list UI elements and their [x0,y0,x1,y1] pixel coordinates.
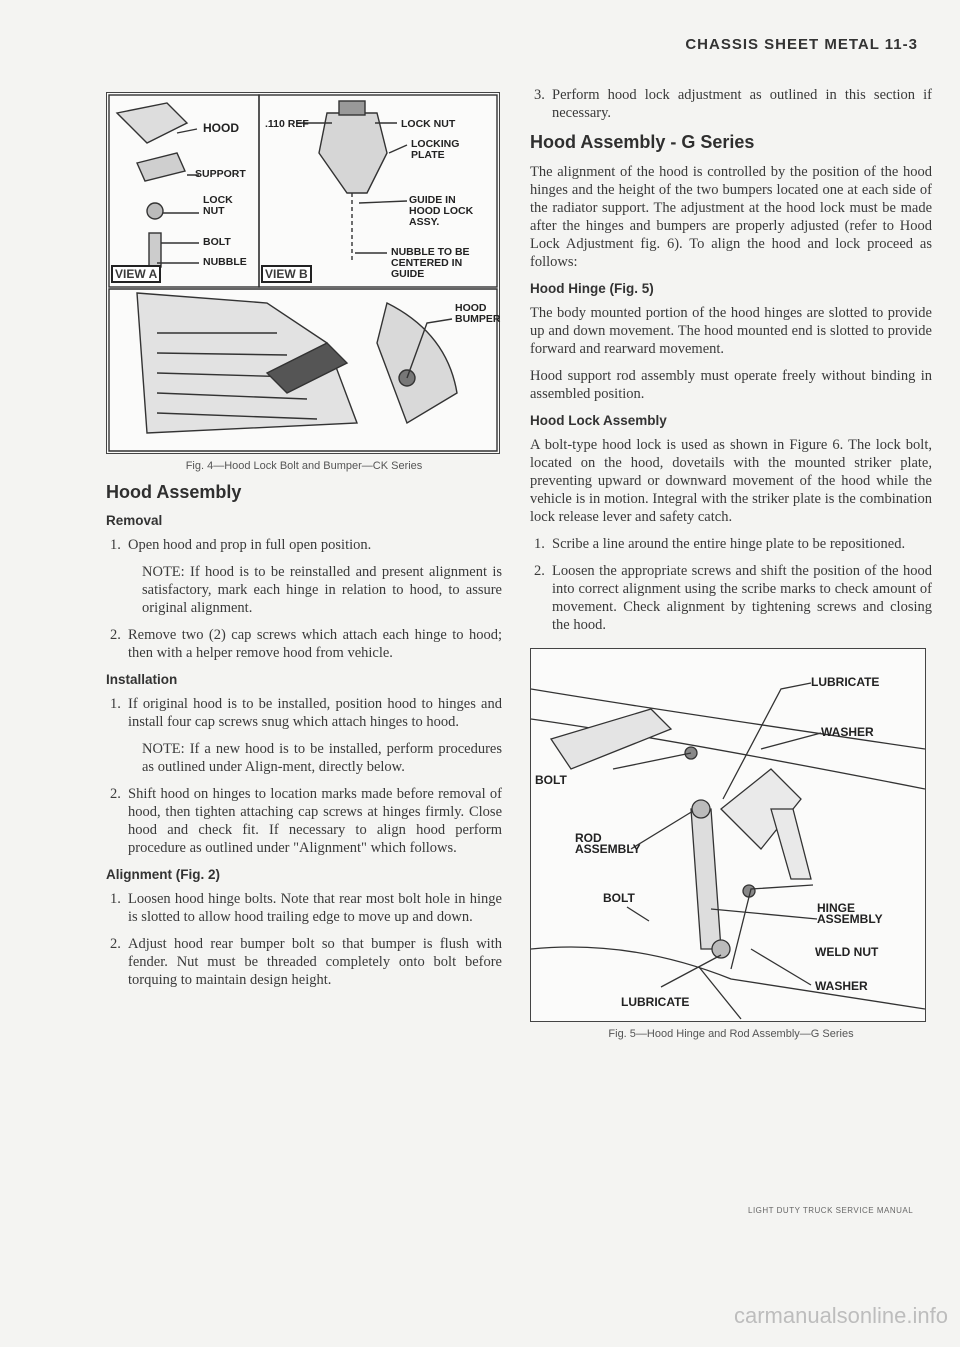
lock-step-1: 1. Scribe a line around the entire hinge plate to be repositioned. [534,536,906,552]
page-footer: LIGHT DUTY TRUCK SERVICE MANUAL [748,1206,914,1215]
figure-4-caption: Fig. 4—Hood Lock Bolt and Bumper—CK Series [185,460,423,472]
subhead-alignment: Alignment (Fig. 2) [106,867,220,882]
right-column [530,86,932,1050]
label-washer-top: WASHER [821,725,874,739]
subhead-hood-lock: Hood Lock Assembly [530,413,667,428]
section-title-g-series: Hood Assembly - G Series [530,132,755,152]
figure-5-caption: Fig. 5—Hood Hinge and Rod Assembly—G Series [608,1028,854,1040]
label-hinge-assembly: HINGE ASSEMBLY [817,901,883,926]
label-lubricate-top: LUBRICATE [811,675,880,689]
label-locking-plate: LOCKING PLATE [411,138,460,161]
label-bolt-mid: BOLT [603,891,635,905]
label-lock-nut: LOCK NUT [203,194,233,217]
removal-note: NOTE: If hood is to be reinstalled and present alignment is satisfactory, mark each hinge in relation to hood, to assure original alignment. [142,564,502,616]
label-bolt-top: BOLT [535,773,567,787]
label-support: SUPPORT [195,168,246,180]
hinge-paragraph-1: The body mounted portion of the hood hinges are slotted to provide up and down movement. The hood mounted end is slotted to provide forward and rearward movement. [530,305,932,357]
g-series-intro: The alignment of the hood is controlled by the position of the hood hinges and the height of the two bumpers located one at each side of the radiator support. The adjustment at the hood lock must be made after the hinges and bumpers are properly adjusted (refer to Hood Lock Adjustment fig. 6). To align the hood and lock proceed as follows: [530,164,932,270]
subhead-installation: Installation [106,672,178,687]
lock-paragraph: A bolt-type hood lock is used as shown in Figure 6. The lock bolt, located on the hood, dovetails with the mounted striker plate, preventing upward or downward movement of the hood while the vehicle is in motion. Integral with the striker plate is the combination lock release lever and safety catch. [530,437,932,525]
lock-step-2: 2. Loosen the appropriate screws and shift the position of the hood into correct alignment using the scribe marks to check amount of movement. Check alignment by tightening screws and closing the hood. [534,563,932,633]
removal-step-2: 2. Remove two (2) cap screws which attach each hinge to hood; then with a helper remove hood from vehicle. [110,627,502,661]
figure-4 [106,92,500,454]
install-note: NOTE: If a new hood is to be installed, perform procedures as outlined under Align-ment, directly below. [142,741,502,775]
label-bolt: BOLT [203,236,231,248]
label-guide: GUIDE IN HOOD LOCK ASSY. [409,194,474,228]
figure-5 [530,648,926,1022]
label-hood: HOOD [203,121,239,135]
label-ref: .110 REF [265,118,309,130]
label-hood-bumper: HOOD BUMPER [455,302,501,325]
view-a-tag: VIEW A [111,265,161,283]
align-step-1: 1. Loosen hood hinge bolts. Note that rear most bolt hole in hinge is slotted to allow hood trailing edge to move up and down. [110,891,502,925]
label-rod-assembly: ROD ASSEMBLY [575,831,641,856]
install-step-2: 2. Shift hood on hinges to location marks made before removal of hood, then tighten attaching cap screws at hinges firmly. Close hood and check fit. If necessary to align hood perform procedure as outlined under "Alignment" which follows. [110,786,502,856]
page-header: CHASSIS SHEET METAL 11-3 [685,36,918,53]
lock-adjust-step-3: 3. Perform hood lock adjustment as outlined in this section if necessary. [534,87,932,121]
label-nubble: NUBBLE [203,256,247,268]
view-b-tag: VIEW B [261,265,312,283]
label-washer-bottom: WASHER [815,979,868,993]
subhead-hood-hinge: Hood Hinge (Fig. 5) [530,281,654,296]
align-step-2: 2. Adjust hood rear bumper bolt so that bumper is flush with fender. Nut must be threaded completely onto bolt before torquing to maintain design height. [110,936,502,988]
hinge-paragraph-2: Hood support rod assembly must operate freely without binding in assembled position. [530,368,932,402]
left-column [106,92,502,998]
label-weld-nut: WELD NUT [815,945,879,959]
label-lock-nut-b: LOCK NUT [401,118,456,130]
label-lubricate-bottom: LUBRICATE [621,995,690,1009]
removal-step-1: 1. Open hood and prop in full open position. [110,537,372,553]
watermark: carmanualsonline.info [733,1303,948,1328]
subhead-removal: Removal [106,513,163,528]
section-title-hood-assembly: Hood Assembly [106,482,242,502]
label-nubble-center: NUBBLE TO BE CENTERED IN GUIDE [391,246,470,280]
install-step-1: 1. If original hood is to be installed, position hood to hinges and install four cap screws snug which attach hinges to hood. [110,696,502,730]
